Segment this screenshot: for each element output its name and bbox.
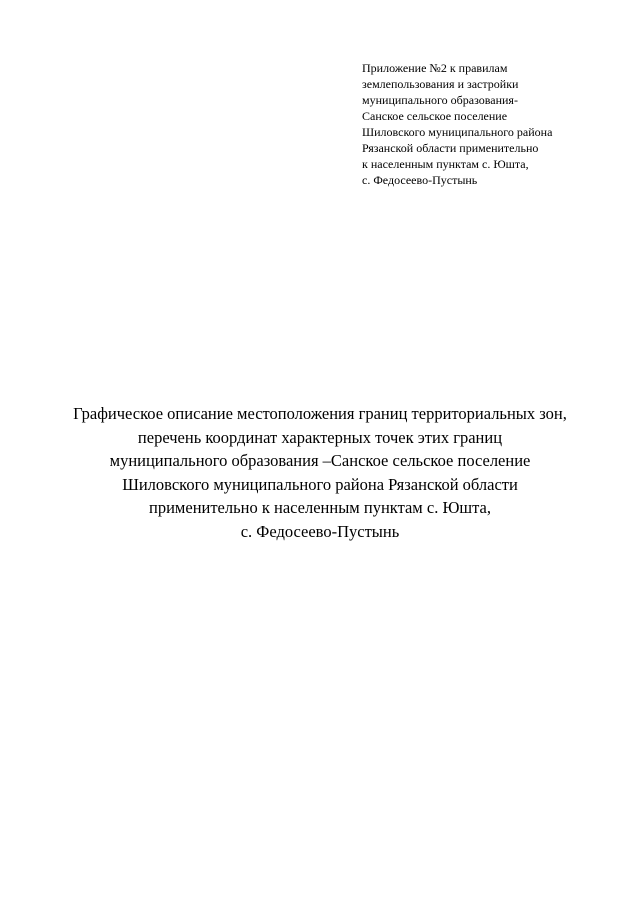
appendix-note-line: Санское сельское поселение — [362, 109, 508, 123]
appendix-note-line: к населенным пунктам с. Юшта, — [362, 157, 529, 171]
appendix-note-line: Приложение №2 к правилам — [362, 61, 508, 75]
appendix-note-line: землепользования и застройки — [362, 77, 519, 91]
document-title-line: муниципального образования –Санское сельское поселение — [109, 451, 531, 470]
appendix-note-line: муниципального образования- — [362, 93, 518, 107]
document-title-line: Графическое описание местоположения границ территориальных зон, — [73, 404, 567, 423]
appendix-note-line: Шиловского муниципального района — [362, 125, 553, 139]
appendix-note-line: с. Федосеево-Пустынь — [362, 173, 478, 187]
document-title-line: применительно к населенным пунктам с. Юшта, — [149, 498, 491, 517]
document-title-line: Шиловского муниципального района Рязанской области — [122, 474, 518, 494]
appendix-note — [362, 60, 622, 188]
document-title-line: с. Федосеево-Пустынь — [240, 521, 400, 541]
appendix-note-line: Рязанской области применительно — [362, 141, 539, 155]
document-title — [0, 402, 640, 543]
document-title-line: перечень координат характерных точек этих границ — [137, 427, 503, 447]
